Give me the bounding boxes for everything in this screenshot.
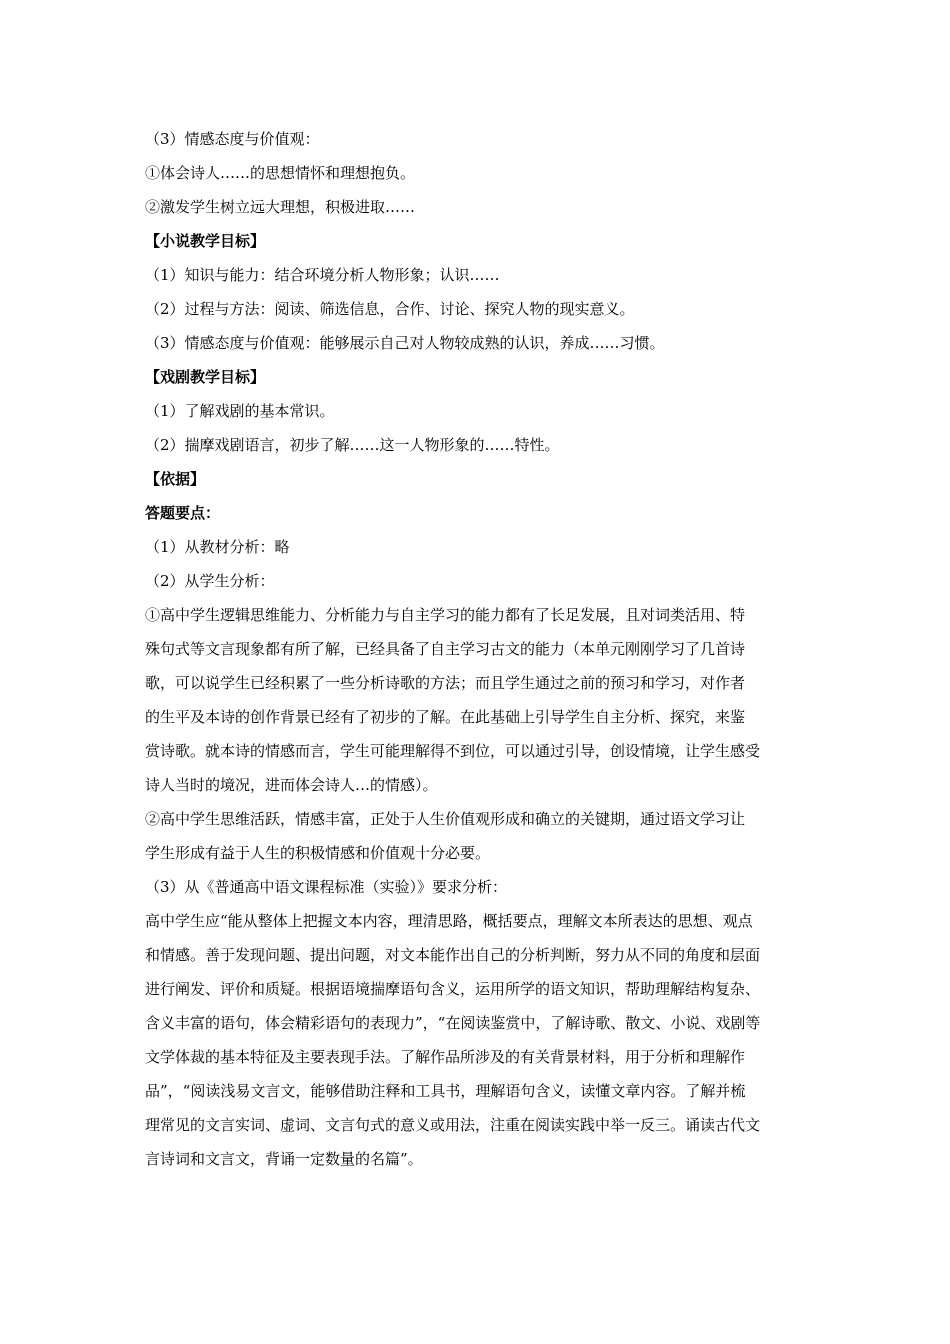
text-line: ②激发学生树立远大理想，积极进取…… <box>145 198 416 216</box>
text-line: （3）情感态度与价值观：能够展示自己对人物较成熟的认识，养成……习惯。 <box>145 334 665 352</box>
section-heading: 【小说教学目标】 <box>145 232 266 250</box>
text-line: （1）知识与能力：结合环境分析人物形象；认识…… <box>145 266 500 284</box>
text-line: 高中学生应“能从整体上把握文本内容，理清思路，概括要点，理解文本所表达的思想、观点 <box>145 912 753 930</box>
text-line: （1）从教材分析：略 <box>145 538 290 556</box>
text-line: ②高中学生思维活跃，情感丰富，正处于人生价值观形成和确立的关键期，通过语文学习让 <box>145 810 746 828</box>
text-line: 歌，可以说学生已经积累了一些分析诗歌的方法；而且学生通过之前的预习和学习，对作者 <box>145 674 746 692</box>
text-line: （2）揣摩戏剧语言，初步了解……这一人物形象的……特性。 <box>145 436 560 454</box>
text-line: （2）过程与方法：阅读、筛选信息，合作、讨论、探究人物的现实意义。 <box>145 300 635 318</box>
section-heading: 【戏剧教学目标】 <box>145 368 266 386</box>
section-heading: 【依据】 <box>145 470 206 488</box>
text-line: ①高中学生逻辑思维能力、分析能力与自主学习的能力都有了长足发展，且对词类活用、特 <box>145 606 746 624</box>
text-line: （1）了解戏剧的基本常识。 <box>145 402 335 420</box>
text-line: （2）从学生分析： <box>145 572 275 590</box>
text-line: 的生平及本诗的创作背景已经有了初步的了解。在此基础上引导学生自主分析、探究，来鉴 <box>145 708 746 726</box>
text-line: 和情感。善于发现问题、提出问题，对文本能作出自己的分析判断，努力从不同的角度和层面 <box>145 946 761 964</box>
text-line: 言诗词和文言文，背诵一定数量的名篇”。 <box>145 1150 423 1168</box>
document-page <box>145 122 810 1176</box>
text-line: 殊句式等文言现象都有所了解，已经具备了自主学习古文的能力（本单元刚刚学习了几首诗 <box>145 640 746 658</box>
section-heading: 答题要点： <box>145 504 221 522</box>
text-line: （3）情感态度与价值观： <box>145 130 320 148</box>
text-line: 文学体裁的基本特征及主要表现手法。了解作品所涉及的有关背景材料，用于分析和理解作 <box>145 1048 746 1066</box>
text-line: 诗人当时的境况，进而体会诗人…的情感）。 <box>145 776 438 794</box>
text-line: 赏诗歌。就本诗的情感而言，学生可能理解得不到位，可以通过引导，创设情境，让学生感受 <box>145 742 761 760</box>
text-line: 进行阐发、评价和质疑。根据语境揣摩语句含义，运用所学的语文知识，帮助理解结构复杂、 <box>145 980 761 998</box>
text-line: 理常见的文言实词、虚词、文言句式的意义或用法，注重在阅读实践中举一反三。诵读古代文 <box>145 1116 761 1134</box>
text-line: （3）从《普通高中语文课程标准（实验）》要求分析： <box>145 878 508 896</box>
text-line: ①体会诗人……的思想情怀和理想抱负。 <box>145 164 416 182</box>
text-line: 品”，“阅读浅易文言文，能够借助注释和工具书，理解语句含义，读懂文章内容。了解并梳 <box>145 1082 746 1100</box>
text-line: 学生形成有益于人生的积极情感和价值观十分必要。 <box>145 844 491 862</box>
text-line: 含义丰富的语句，体会精彩语句的表现力”，“在阅读鉴赏中，了解诗歌、散文、小说、戏剧等 <box>145 1014 761 1032</box>
